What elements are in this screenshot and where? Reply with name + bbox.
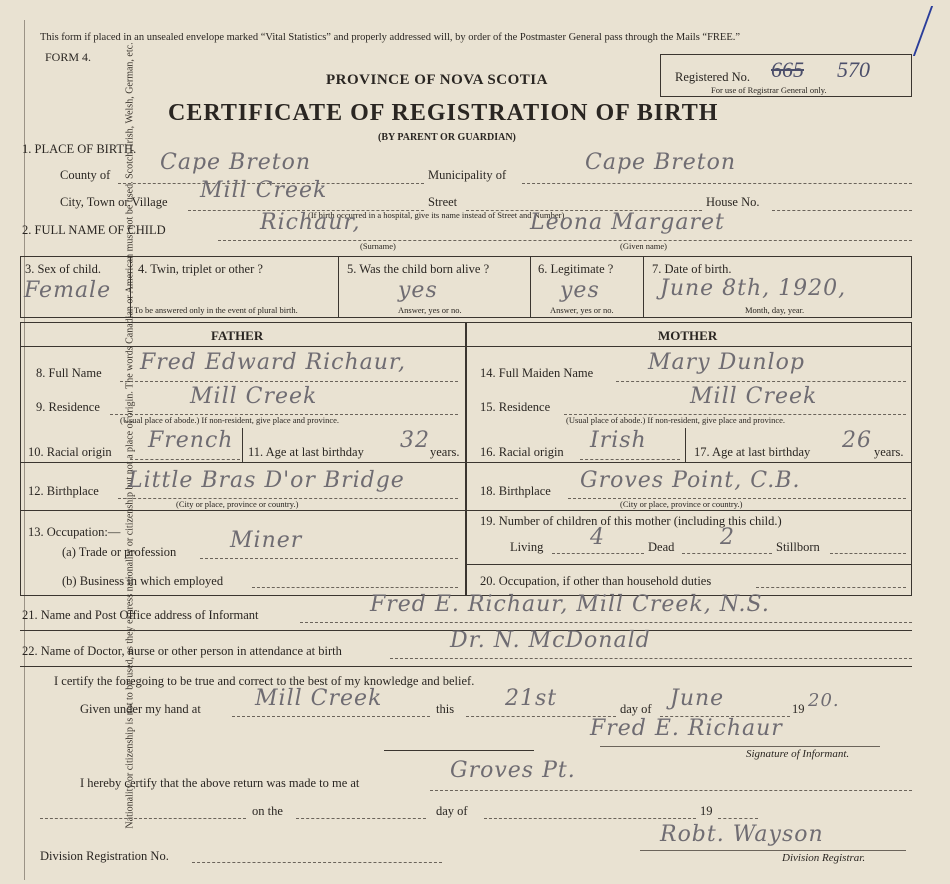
mother-name: Mary Dunlop — [648, 350, 805, 375]
day-of-label: day of — [620, 702, 652, 716]
registrar-signature: Robt. Wayson — [660, 822, 824, 847]
father-years-label: years. — [430, 445, 460, 459]
mother-name-label: 14. Full Maiden Name — [480, 366, 594, 380]
stillborn-label: Stillborn — [776, 540, 820, 554]
mother-origin: Irish — [590, 428, 647, 453]
given-year: 20. — [808, 690, 840, 711]
informant-signature: Fred E. Richaur — [590, 716, 783, 741]
registrar-day-of-label: day of — [436, 804, 468, 818]
year-prefix: 19 — [792, 702, 805, 716]
mother-birthplace-note: (City or place, province or country.) — [620, 499, 743, 509]
registrar-place: Groves Pt. — [450, 758, 576, 783]
date-of-birth-note: Month, day, year. — [745, 305, 805, 315]
informant-value: Fred E. Richaur, Mill Creek, N.S. — [370, 592, 770, 617]
street-label: Street — [428, 195, 458, 209]
legitimate-label: 6. Legitimate ? — [538, 262, 614, 276]
mother-years-label: years. — [874, 445, 904, 459]
given-day: 21st — [505, 686, 558, 711]
form-number: FORM 4. — [45, 50, 92, 64]
mother-residence-note: (Usual place of abode.) If non-resident, give place and province. — [566, 415, 786, 425]
child-given-name: Leona Margaret — [530, 210, 725, 235]
father-age-label: 11. Age at last birthday — [248, 445, 364, 459]
twin-label: 4. Twin, triplet or other ? — [138, 262, 263, 276]
given-under-label: Given under my hand at — [80, 702, 201, 716]
certify-statement: I certify the foregoing to be true and correct to the best of my knowledge and belief. — [54, 674, 475, 688]
business-label: (b) Business in which employed — [62, 574, 224, 588]
doctor-value: Dr. N. McDonald — [450, 628, 651, 653]
father-residence: Mill Creek — [190, 384, 318, 409]
informant-label: 21. Name and Post Office address of Informant — [22, 608, 259, 622]
father-name: Fred Edward Richaur, — [140, 350, 407, 375]
mother-birthplace: Groves Point, C.B. — [580, 468, 801, 493]
father-residence-label: 9. Residence — [36, 400, 100, 414]
occupation-label: 13. Occupation:— — [28, 525, 121, 539]
given-name-caption: (Given name) — [620, 241, 667, 251]
registrar-caption: Division Registrar. — [782, 852, 866, 864]
this-label: this — [436, 702, 455, 716]
sex-label: 3. Sex of child. — [25, 262, 102, 276]
registered-number: 570 — [837, 57, 870, 82]
county-value: Cape Breton — [160, 150, 312, 175]
division-registration-label: Division Registration No. — [40, 849, 169, 863]
mother-age: 26 — [842, 428, 872, 453]
father-heading: FATHER — [211, 328, 264, 343]
check-mark-icon — [891, 6, 933, 56]
registered-note: For use of Registrar General only. — [711, 85, 827, 95]
dead-label: Dead — [648, 540, 675, 554]
city-value: Mill Creek — [200, 178, 328, 203]
father-birthplace-label: 12. Birthplace — [28, 484, 99, 498]
county-label: County of — [60, 168, 111, 182]
given-place: Mill Creek — [255, 686, 383, 711]
doctor-label: 22. Name of Doctor, nurse or other person in attendance at birth — [22, 644, 342, 658]
mother-occupation-label: 20. Occupation, if other than household duties — [480, 574, 712, 588]
date-of-birth-label: 7. Date of birth. — [652, 262, 732, 276]
trade-value: Miner — [230, 528, 303, 553]
side-margin-text: Nationality or citizenship is not to be used, as they express nationality or citizenship but not a place of origin. The words Canadian or American must not be used. Scotch, Irish, Welsh, German, etc. — [124, 42, 136, 829]
given-month: June — [670, 686, 725, 711]
house-label: House No. — [706, 195, 760, 209]
alive-note: Answer, yes or no. — [398, 305, 462, 315]
father-residence-note: (Usual place of abode.) If non-resident, give place and province. — [120, 415, 340, 425]
on-the-label: on the — [252, 804, 283, 818]
father-name-label: 8. Full Name — [36, 366, 102, 380]
mother-residence: Mill Creek — [690, 384, 818, 409]
mother-origin-label: 16. Racial origin — [480, 445, 564, 459]
municipality-label: Municipality of — [428, 168, 507, 182]
registrar-statement: I hereby certify that the above return was made to me at — [80, 776, 360, 790]
surname-caption: (Surname) — [360, 241, 396, 251]
province-heading: PROVINCE OF NOVA SCOTIA — [326, 72, 548, 88]
registered-number-struck: 665 — [771, 57, 804, 82]
dead-value: 2 — [720, 525, 735, 550]
living-label: Living — [510, 540, 544, 554]
alive-value: yes — [398, 278, 438, 303]
child-name-label: 2. FULL NAME OF CHILD — [22, 223, 166, 237]
city-label: City, Town or Village — [60, 195, 168, 209]
sex-value: Female — [24, 278, 112, 303]
father-birthplace-note: (City or place, province or country.) — [176, 499, 299, 509]
certificate-title: CERTIFICATE OF REGISTRATION OF BIRTH — [168, 100, 719, 126]
registered-label: Registered No. — [675, 70, 750, 84]
date-of-birth-value: June 8th, 1920, — [660, 276, 847, 301]
certificate-subtitle: (BY PARENT OR GUARDIAN) — [378, 132, 516, 143]
children-count-label: 19. Number of children of this mother (including this child.) — [480, 514, 782, 528]
signature-caption: Signature of Informant. — [746, 748, 850, 760]
father-birthplace: Little Bras D'or Bridge — [128, 468, 405, 493]
registrar-year-label: 19 — [700, 804, 713, 818]
alive-label: 5. Was the child born alive ? — [347, 262, 490, 276]
father-age: 32 — [400, 428, 430, 453]
place-of-birth-heading: 1. PLACE OF BIRTH. — [22, 142, 137, 156]
mother-residence-label: 15. Residence — [480, 400, 551, 414]
hospital-note: (If birth occurred in a hospital, give its name instead of Street and Number) — [308, 210, 565, 220]
living-value: 4 — [590, 525, 605, 550]
legitimate-note: Answer, yes or no. — [550, 305, 614, 315]
top-note: This form if placed in an unsealed envelope marked “Vital Statistics” and properly addressed will, by order of the Postmaster General pass through the Mails “FREE.” — [40, 32, 741, 43]
trade-label: (a) Trade or profession — [62, 545, 177, 559]
mother-birthplace-label: 18. Birthplace — [480, 484, 551, 498]
father-origin: French — [148, 428, 234, 453]
legitimate-value: yes — [560, 278, 600, 303]
municipality-value: Cape Breton — [585, 150, 737, 175]
mother-heading: MOTHER — [658, 328, 718, 343]
mother-age-label: 17. Age at last birthday — [694, 445, 811, 459]
twin-note: To be answered only in the event of plural birth. — [134, 305, 298, 315]
child-surname: Richaur, — [260, 210, 361, 235]
registered-box — [660, 54, 912, 97]
father-origin-label: 10. Racial origin — [28, 445, 112, 459]
